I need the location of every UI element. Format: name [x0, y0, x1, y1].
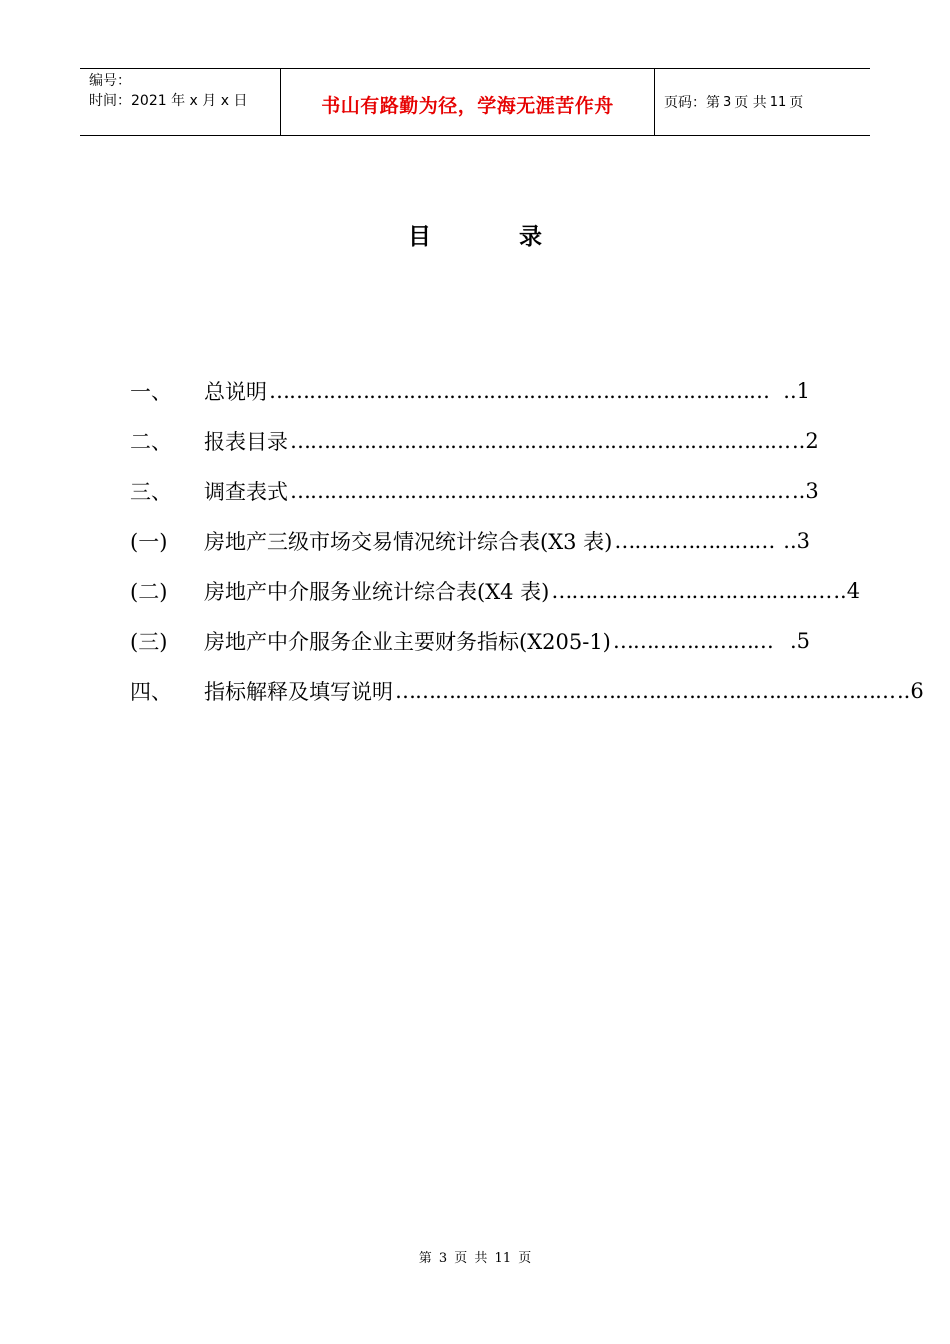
toc-entry-number: (二) [130, 580, 168, 604]
toc-entry-page: ..4 [833, 579, 861, 603]
toc-entry-leader: ………………………………………………………………… [290, 479, 790, 503]
toc-entry-text: 报表目录 [204, 430, 288, 454]
page-header [80, 68, 870, 136]
header-motto: 书山有路勤为径，学海无涯苦作舟 [321, 94, 614, 117]
toc-entry[interactable] [130, 466, 819, 516]
toc-entry-text: 房地产中介服务企业主要财务指标(X205-1) [204, 630, 611, 654]
toc-entry-text: 调查表式 [204, 480, 288, 504]
page-current: 3 [723, 94, 732, 110]
toc-entry-leader: …………………………………… [551, 579, 832, 603]
toc-title [0, 218, 950, 251]
page-suffix: 页 [789, 95, 804, 111]
toc-title-right: 录 [519, 224, 542, 250]
header-info-cell [80, 69, 281, 135]
table-of-contents [130, 366, 924, 716]
toc-entry-leader: ………………………………………………………………… [395, 679, 895, 703]
toc-entry[interactable] [130, 616, 810, 666]
toc-entry-number: 二、 [130, 430, 172, 454]
toc-entry-page: ..3 [783, 529, 810, 553]
toc-entry-page: .5 [789, 629, 810, 653]
page-footer: 第 3 页 共 11 页 [418, 1251, 532, 1266]
page-mid: 页 共 [734, 95, 767, 111]
toc-entry-text: 指标解释及填写说明 [204, 680, 393, 704]
page-prefix: 页码：第 [664, 95, 720, 111]
header-page-cell [655, 69, 870, 135]
toc-entry[interactable] [130, 416, 819, 466]
toc-entry-leader: ………………………………………………………………… [269, 379, 769, 403]
toc-entry[interactable] [130, 366, 810, 416]
toc-entry-number: 四、 [130, 680, 172, 704]
toc-entry[interactable] [130, 666, 924, 716]
toc-entry-page: ..6 [897, 679, 924, 703]
serial-label: 编号： [89, 73, 131, 89]
page-total: 11 [769, 94, 787, 110]
date-label: 时间：2021 年 x 月 x 日 [89, 93, 248, 109]
toc-entry-text: 总说明 [204, 380, 267, 404]
toc-entry-number: (一) [130, 530, 168, 554]
toc-entry-page: ..3 [792, 479, 819, 503]
toc-entry-leader: …………………… [612, 629, 773, 653]
toc-entry-number: 三、 [130, 480, 172, 504]
toc-entry-page: ..2 [792, 429, 819, 453]
toc-title-left: 目 [408, 224, 431, 250]
toc-entry-number: (三) [130, 630, 168, 654]
toc-entry-page: ..1 [783, 379, 810, 403]
toc-entry[interactable] [130, 516, 810, 566]
toc-entry[interactable] [130, 566, 861, 616]
toc-entry-text: 房地产中介服务业统计综合表(X4 表) [204, 580, 550, 604]
toc-entry-leader: ………………………………………………………………… [290, 429, 790, 453]
toc-entry-leader: …………………… [614, 529, 775, 553]
toc-entry-number: 一、 [130, 380, 172, 404]
header-motto-cell [281, 69, 655, 135]
toc-entry-text: 房地产三级市场交易情况统计综合表(X3 表) [204, 530, 613, 554]
